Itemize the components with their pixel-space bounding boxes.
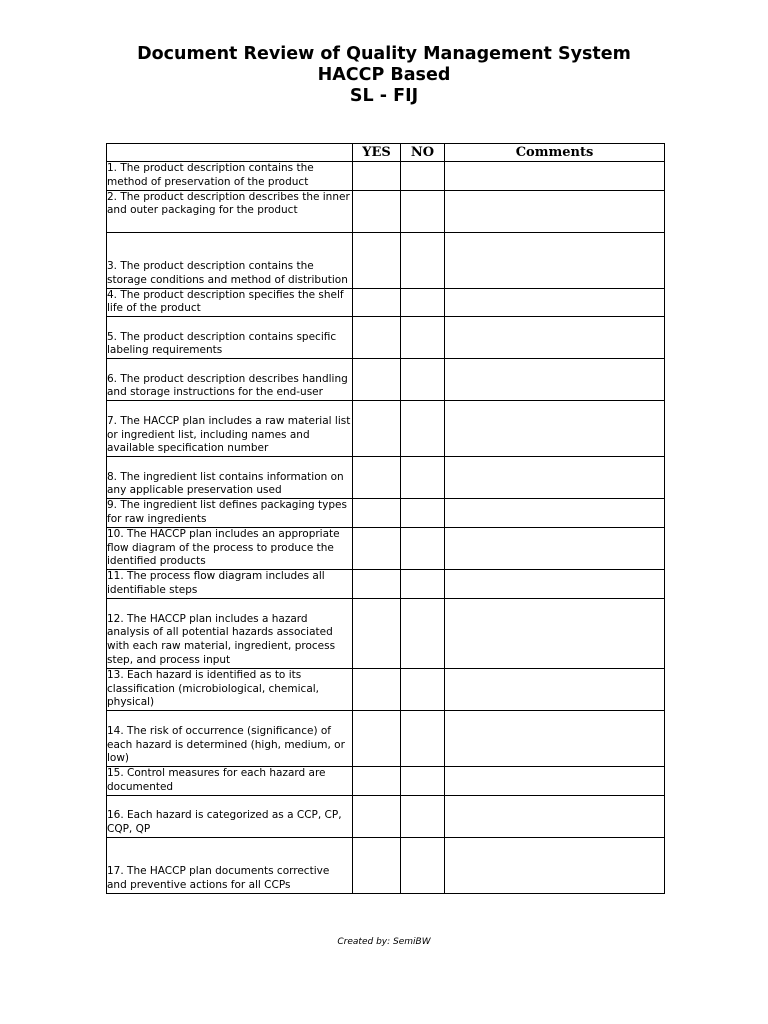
- question-cell: 5. The product description contains specific labeling requirements: [107, 317, 353, 359]
- no-cell[interactable]: [401, 795, 445, 837]
- document-subtitle: HACCP Based: [317, 65, 451, 85]
- yes-cell[interactable]: [353, 232, 401, 288]
- comment-cell[interactable]: [445, 190, 665, 232]
- no-cell[interactable]: [401, 570, 445, 599]
- table-row: [107, 711, 665, 767]
- table-row: [107, 598, 665, 668]
- no-cell[interactable]: [401, 457, 445, 499]
- table-row: [107, 317, 665, 359]
- table-row: [107, 232, 665, 288]
- table-row: [107, 457, 665, 499]
- table-row: [107, 190, 665, 232]
- comment-cell[interactable]: [445, 317, 665, 359]
- question-cell: 1. The product description contains the method of preservation of the product: [107, 162, 353, 191]
- comment-cell[interactable]: [445, 288, 665, 317]
- question-cell: 17. The HACCP plan documents corrective and preventive actions for all CCPs: [107, 837, 353, 893]
- yes-cell[interactable]: [353, 457, 401, 499]
- yes-cell[interactable]: [353, 668, 401, 710]
- table-row: [107, 401, 665, 457]
- no-cell[interactable]: [401, 190, 445, 232]
- review-checklist-table: [106, 143, 665, 894]
- question-cell: 6. The product description describes handling and storage instructions for the end-user: [107, 359, 353, 401]
- question-cell: 3. The product description contains the storage conditions and method of distribution: [107, 232, 353, 288]
- document-code: SL - FIJ: [349, 86, 419, 106]
- no-cell[interactable]: [401, 288, 445, 317]
- yes-cell[interactable]: [353, 570, 401, 599]
- no-cell[interactable]: [401, 401, 445, 457]
- yes-cell[interactable]: [353, 499, 401, 528]
- yes-cell[interactable]: [353, 795, 401, 837]
- table-row: [107, 527, 665, 569]
- table-row: [107, 499, 665, 528]
- yes-cell[interactable]: [353, 162, 401, 191]
- question-cell: 12. The HACCP plan includes a hazard analysis of all potential hazards associated with each raw material, ingredient, process step, and process input: [107, 598, 353, 668]
- header-item-cell: [107, 144, 353, 162]
- no-cell[interactable]: [401, 837, 445, 893]
- question-cell: 8. The ingredient list contains information on any applicable preservation used: [107, 457, 353, 499]
- comment-cell[interactable]: [445, 668, 665, 710]
- comment-cell[interactable]: [445, 837, 665, 893]
- comment-cell[interactable]: [445, 401, 665, 457]
- table-row: [107, 668, 665, 710]
- no-cell[interactable]: [401, 767, 445, 796]
- yes-cell[interactable]: [353, 837, 401, 893]
- footer-credit: Created by: SemiBW: [337, 937, 431, 947]
- question-cell: 11. The process flow diagram includes all identifiable steps: [107, 570, 353, 599]
- table-row: [107, 288, 665, 317]
- question-cell: 9. The ingredient list defines packaging types for raw ingredients: [107, 499, 353, 528]
- table-row: [107, 570, 665, 599]
- question-cell: 16. Each hazard is categorized as a CCP, CP, CQP, QP: [107, 795, 353, 837]
- header-no: NO: [401, 144, 445, 162]
- no-cell[interactable]: [401, 527, 445, 569]
- table-row: [107, 795, 665, 837]
- document-title: Document Review of Quality Management System: [137, 44, 631, 64]
- yes-cell[interactable]: [353, 401, 401, 457]
- no-cell[interactable]: [401, 359, 445, 401]
- question-cell: 10. The HACCP plan includes an appropriate flow diagram of the process to produce the identified products: [107, 527, 353, 569]
- comment-cell[interactable]: [445, 767, 665, 796]
- comment-cell[interactable]: [445, 570, 665, 599]
- no-cell[interactable]: [401, 598, 445, 668]
- document-header: [0, 44, 768, 107]
- question-cell: 2. The product description describes the inner and outer packaging for the product: [107, 190, 353, 232]
- yes-cell[interactable]: [353, 598, 401, 668]
- header-yes: YES: [353, 144, 401, 162]
- question-cell: 7. The HACCP plan includes a raw material list or ingredient list, including names and available specification number: [107, 401, 353, 457]
- no-cell[interactable]: [401, 711, 445, 767]
- yes-cell[interactable]: [353, 767, 401, 796]
- comment-cell[interactable]: [445, 598, 665, 668]
- no-cell[interactable]: [401, 232, 445, 288]
- comment-cell[interactable]: [445, 795, 665, 837]
- question-cell: 15. Control measures for each hazard are documented: [107, 767, 353, 796]
- question-cell: 4. The product description specifies the shelf life of the product: [107, 288, 353, 317]
- comment-cell[interactable]: [445, 162, 665, 191]
- comment-cell[interactable]: [445, 711, 665, 767]
- comment-cell[interactable]: [445, 359, 665, 401]
- comment-cell[interactable]: [445, 457, 665, 499]
- table-row: [107, 162, 665, 191]
- yes-cell[interactable]: [353, 190, 401, 232]
- no-cell[interactable]: [401, 162, 445, 191]
- yes-cell[interactable]: [353, 288, 401, 317]
- yes-cell[interactable]: [353, 317, 401, 359]
- question-cell: 14. The risk of occurrence (significance) of each hazard is determined (high, medium, or low): [107, 711, 353, 767]
- question-cell: 13. Each hazard is identified as to its classification (microbiological, chemical, physical): [107, 668, 353, 710]
- table-row: [107, 359, 665, 401]
- no-cell[interactable]: [401, 668, 445, 710]
- comment-cell[interactable]: [445, 499, 665, 528]
- yes-cell[interactable]: [353, 711, 401, 767]
- header-comments: Comments: [445, 144, 665, 162]
- yes-cell[interactable]: [353, 527, 401, 569]
- table-row: [107, 767, 665, 796]
- no-cell[interactable]: [401, 499, 445, 528]
- table-row: [107, 837, 665, 893]
- comment-cell[interactable]: [445, 232, 665, 288]
- table-header-row: [107, 144, 665, 162]
- no-cell[interactable]: [401, 317, 445, 359]
- comment-cell[interactable]: [445, 527, 665, 569]
- yes-cell[interactable]: [353, 359, 401, 401]
